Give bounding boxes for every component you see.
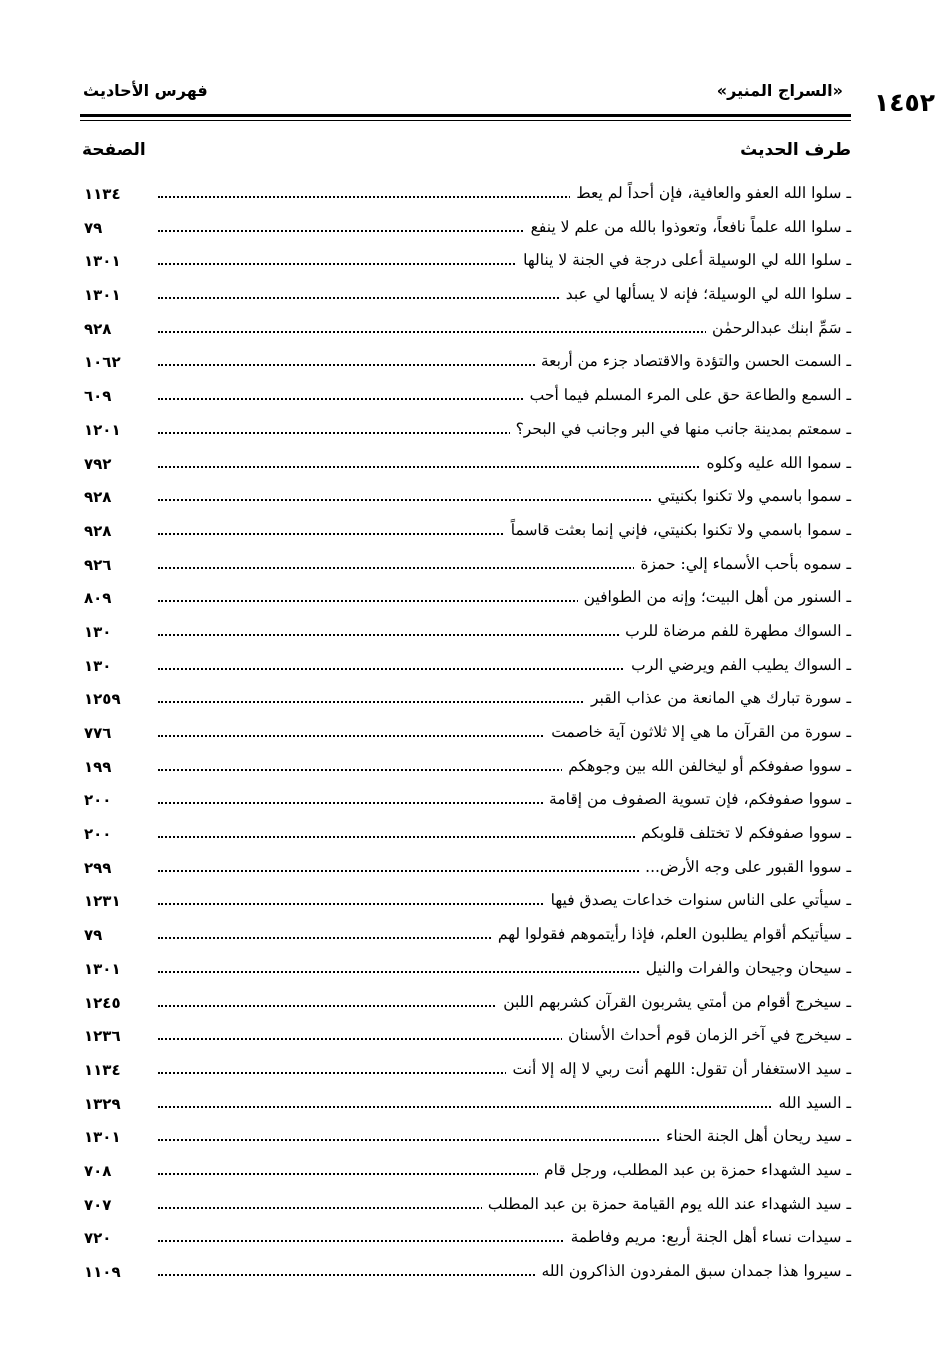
hadith-incipit: ـ سلوا الله لي الوسيلة أعلى درجة في الجنة لا ينالها bbox=[517, 251, 851, 269]
page-reference: ٧٩ bbox=[84, 926, 103, 945]
index-entry bbox=[80, 989, 851, 1023]
index-entry bbox=[80, 382, 851, 416]
hadith-incipit: ـ سموا الله عليه وكلوه bbox=[701, 454, 851, 472]
index-entry bbox=[80, 584, 851, 618]
index-entry bbox=[80, 887, 851, 921]
hadith-incipit: ـ سيد ريحان أهل الجنة الحناء bbox=[660, 1127, 851, 1145]
page-reference: ١١٣٤ bbox=[84, 1060, 121, 1079]
page-reference: ١٣٠١ bbox=[84, 1128, 121, 1147]
column-header-hadith: طرف الحديث bbox=[740, 140, 851, 160]
index-entry bbox=[80, 247, 851, 281]
hadith-incipit: ـ سيأتي على الناس سنوات خداعات يصدق فيها bbox=[545, 891, 851, 909]
hadith-incipit: ـ سمعتم بمدينة جانب منها في البر وجانب في البحر؟ bbox=[510, 420, 851, 438]
hadith-incipit: ـ سووا صفوفكم أو ليخالفن الله بين وجوهكم bbox=[562, 757, 851, 775]
page-reference: ١٣٠ bbox=[84, 622, 112, 641]
index-entry bbox=[80, 1224, 851, 1258]
column-headers bbox=[80, 140, 851, 170]
index-entry bbox=[80, 416, 851, 450]
page-reference: ٩٢٨ bbox=[84, 319, 112, 338]
hadith-incipit: ـ السنور من أهل البيت؛ وإنه من الطوافين bbox=[578, 588, 851, 606]
hadith-incipit: ـ سووا صفوفكم لا تختلف قلوبكم bbox=[635, 824, 851, 842]
page-reference: ٢٩٩ bbox=[84, 858, 112, 877]
hadith-incipit: ـ سيخرج في آخر الزمان قوم أحداث الأسنان bbox=[562, 1026, 851, 1044]
hadith-incipit: ـ سموه بأحب الأسماء إلي: حمزة bbox=[634, 555, 851, 573]
index-entry bbox=[80, 719, 851, 753]
hadith-incipit: ـ سلوا الله علماً نافعاً، وتعوذوا بالله من علم لا ينفع bbox=[525, 218, 851, 236]
hadith-incipit: ـ سموا باسمي ولا تكنوا بكنيتي bbox=[652, 487, 851, 505]
page-reference: ١٩٩ bbox=[84, 757, 112, 776]
index-entry bbox=[80, 685, 851, 719]
index-entry bbox=[80, 483, 851, 517]
page-reference: ١٢٣٦ bbox=[84, 1027, 121, 1046]
hadith-incipit: ـ سووا صفوفكم، فإن تسوية الصفوف من إقامة bbox=[543, 790, 851, 808]
page-reference: ٧٩ bbox=[84, 218, 103, 237]
index-entry bbox=[80, 348, 851, 382]
index-entry bbox=[80, 786, 851, 820]
dot-leader bbox=[158, 1106, 843, 1108]
page-reference: ٩٢٨ bbox=[84, 488, 112, 507]
page-reference: ٨٠٩ bbox=[84, 589, 112, 608]
page-reference: ٢٠٠ bbox=[84, 791, 112, 810]
index-entry bbox=[80, 820, 851, 854]
index-entry bbox=[80, 1191, 851, 1225]
hadith-incipit: ـ سورة تبارك هي المانعة من عذاب القبر bbox=[585, 689, 851, 707]
index-entry bbox=[80, 1157, 851, 1191]
page-reference: ٩٢٨ bbox=[84, 521, 112, 540]
page-reference: ١٢٥٩ bbox=[84, 690, 121, 709]
index-entry bbox=[80, 1123, 851, 1157]
index-entry bbox=[80, 281, 851, 315]
hadith-incipit: ـ سيد الشهداء عند الله يوم القيامة حمزة بن عبد المطلب bbox=[482, 1195, 851, 1213]
page-reference: ١٢٠١ bbox=[84, 420, 121, 439]
hadith-incipit: ـ السواك مطهرة للفم مرضاة للرب bbox=[619, 622, 851, 640]
page-reference: ٦٠٩ bbox=[84, 387, 112, 406]
index-entry bbox=[80, 652, 851, 686]
hadith-incipit: ـ سيد الشهداء حمزة بن عبد المطلب، ورجل قام bbox=[538, 1161, 851, 1179]
index-entry bbox=[80, 551, 851, 585]
book-title: «السراج المنير» bbox=[716, 81, 843, 100]
hadith-incipit: ـ سَمِّ ابنك عبدالرحمٰن bbox=[706, 319, 851, 337]
page-reference: ١٣٠١ bbox=[84, 286, 121, 305]
page-reference: ١٢٤٥ bbox=[84, 993, 121, 1012]
page-reference: ١٢٣١ bbox=[84, 892, 121, 911]
section-title: فهرس الأحاديث bbox=[83, 81, 208, 100]
hadith-incipit: ـ السمع والطاعة حق على المرء المسلم فيما أحب bbox=[524, 386, 851, 404]
hadith-incipit: ـ سورة من القرآن ما هي إلا ثلاثون آية خاصمت bbox=[545, 723, 851, 741]
index-entry bbox=[80, 753, 851, 787]
page-reference: ١١٠٩ bbox=[84, 1263, 121, 1281]
hadith-incipit: ـ السمت الحسن والتؤدة والاقتصاد جزء من أربعة bbox=[535, 352, 851, 370]
page-reference: ١٣٠١ bbox=[84, 959, 121, 978]
header-rule-thick bbox=[80, 114, 851, 117]
hadith-incipit: ـ سووا القبور على وجه الأرض... bbox=[639, 858, 851, 876]
page-reference: ١٣٠١ bbox=[84, 252, 121, 271]
page-number: ١٤٥٢ bbox=[873, 88, 935, 117]
hadith-incipit: ـ السواك يطيب الفم ويرضي الرب bbox=[625, 656, 851, 674]
page-reference: ١٣٠ bbox=[84, 656, 112, 675]
index-entry bbox=[80, 618, 851, 652]
index-entry bbox=[80, 1022, 851, 1056]
index-entry bbox=[80, 955, 851, 989]
index-entry bbox=[80, 180, 851, 214]
index-entry bbox=[80, 1090, 851, 1124]
index-entry bbox=[80, 214, 851, 248]
header-rule-thin bbox=[80, 120, 851, 121]
page-reference: ٧٠٨ bbox=[84, 1161, 112, 1180]
hadith-index-list bbox=[80, 180, 851, 1292]
hadith-incipit: ـ سيحان وجيحان والفرات والنيل bbox=[640, 959, 851, 977]
hadith-incipit: ـ سيدات نساء أهل الجنة أربع: مريم وفاطمة bbox=[565, 1228, 851, 1246]
page-reference: ٧٧٦ bbox=[84, 724, 112, 742]
page-reference: ٩٢٦ bbox=[84, 555, 112, 574]
page-reference: ١١٣٤ bbox=[84, 185, 121, 203]
hadith-incipit: ـ سيد الاستغفار أن تقول: اللهم أنت ربي لا إله إلا أنت bbox=[506, 1060, 851, 1078]
page-reference: ٧٩٢ bbox=[84, 454, 112, 473]
index-entry bbox=[80, 315, 851, 349]
page-reference: ٢٠٠ bbox=[84, 825, 112, 844]
index-entry bbox=[80, 1258, 851, 1292]
index-entry bbox=[80, 1056, 851, 1090]
hadith-incipit: ـ سيأتيكم أقوام يطلبون العلم، فإذا رأيتموهم فقولوا لهم bbox=[492, 925, 851, 943]
index-entry bbox=[80, 517, 851, 551]
hadith-incipit: ـ السيد الله bbox=[772, 1094, 851, 1112]
page-reference: ١٣٢٩ bbox=[84, 1094, 121, 1113]
index-entry bbox=[80, 854, 851, 888]
hadith-incipit: ـ سيروا هذا جمدان سبق المفردون الذاكرون الله bbox=[535, 1262, 851, 1280]
page-reference: ١٠٦٢ bbox=[84, 353, 121, 372]
hadith-incipit: ـ سيخرج أقوام من أمتي يشربون القرآن كشربهم اللبن bbox=[497, 993, 851, 1011]
running-header bbox=[75, 78, 935, 117]
index-entry bbox=[80, 921, 851, 955]
index-entry bbox=[80, 450, 851, 484]
column-header-page: الصفحة bbox=[82, 140, 146, 160]
page-reference: ٧٢٠ bbox=[84, 1229, 112, 1248]
hadith-incipit: ـ سموا باسمي ولا تكنوا بكنيتي، فإني إنما بعثت قاسماً bbox=[505, 521, 851, 539]
hadith-incipit: ـ سلوا الله العفو والعافية، فإن أحداً لم يعط bbox=[570, 184, 851, 202]
page-reference: ٧٠٧ bbox=[84, 1195, 112, 1214]
hadith-incipit: ـ سلوا الله لي الوسيلة؛ فإنه لا يسألها لي عبد bbox=[560, 285, 851, 303]
